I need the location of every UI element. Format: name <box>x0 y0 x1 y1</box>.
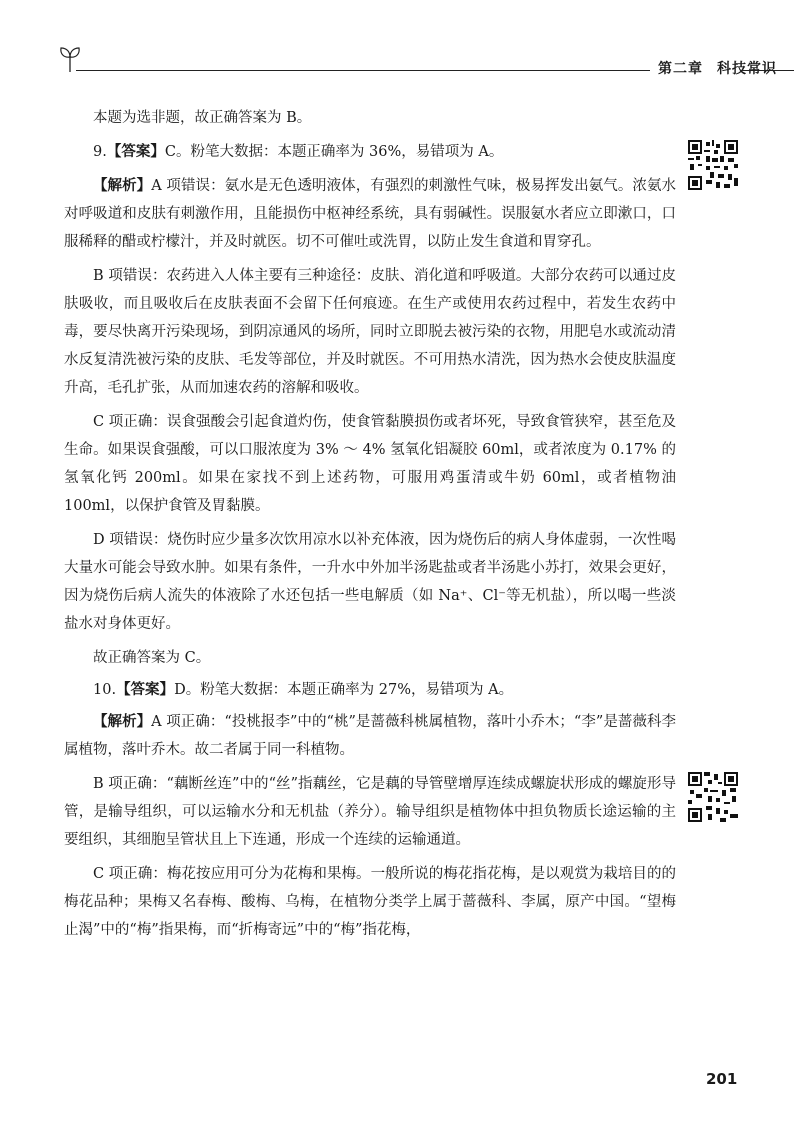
analysis-tag: 【解析】 <box>93 178 152 194</box>
header-rule-right <box>740 70 794 71</box>
qr-code-icon[interactable] <box>688 140 738 190</box>
analysis-text: A 项正确：“投桃报李”中的“桃”是蔷薇科桃属植物，落叶小乔木；“李”是蔷薇科李属植物，落叶乔木。故二者属于同一科植物。 <box>64 714 676 758</box>
chapter-section: 科技常识 <box>717 61 777 77</box>
chapter-title <box>658 58 777 78</box>
page-number: 201 <box>706 1070 738 1088</box>
question-number: 9. <box>93 144 107 160</box>
question-number: 10. <box>93 682 117 698</box>
page-body <box>64 104 676 950</box>
qr-code-icon[interactable] <box>688 772 738 822</box>
paragraph: D 项错误：烧伤时应少量多次饮用凉水以补充体液，因为烧伤后的病人身体虚弱，一次性喝大量水可能会导致水肿。如果有条件，一升水中外加半汤匙盐或者半汤匙小苏打，效果会更好，因为烧伤后病人流失的体液除了水还包括一些电解质（如 Na⁺、Cl⁻等无机盐），所以喝一些淡盐水对身体更好。 <box>64 532 676 632</box>
answer-tag: 【答案】 <box>116 682 175 698</box>
analysis-tag: 【解析】 <box>93 714 152 730</box>
analysis-paragraph-q10 <box>64 708 676 764</box>
paragraph: C 项正确：梅花按应用可分为花梅和果梅。一般所说的梅花指花梅，是以观赏为栽培目的的梅花品种；果梅又名春梅、酸梅、乌梅，在植物分类学上属于蔷薇科、李属，原产中国。“望梅止渴”中的“梅”指果梅，而“折梅寄远”中的“梅”指花梅， <box>64 866 676 938</box>
header-rule-left <box>76 70 650 71</box>
page-header <box>58 44 794 84</box>
answer-line-q9 <box>64 138 676 166</box>
answer-text: D。粉笔大数据：本题正确率为 27%，易错项为 A。 <box>174 682 514 698</box>
chapter-number: 第二章 <box>658 61 703 77</box>
answer-line-q10 <box>64 676 676 704</box>
answer-tag: 【答案】 <box>106 144 165 160</box>
paragraph: 故正确答案为 C。 <box>93 650 211 666</box>
analysis-text: A 项错误：氨水是无色透明液体，有强烈的刺激性气味，极易挥发出氨气。浓氨水对呼吸道和皮肤有刺激作用，且能损伤中枢神经系统，具有弱碱性。误服氨水者应立即漱口，口服稀释的醋或柠檬汁，并及时就医。切不可催吐或洗胃，以防止发生食道和胃穿孔。 <box>64 178 677 250</box>
paragraph: 本题为选非题，故正确答案为 B。 <box>93 110 312 126</box>
paragraph: C 项正确：误食强酸会引起食道灼伤，使食管黏膜损伤或者坏死，导致食管狭窄，甚至危及生命。如果误食强酸，可以口服浓度为 3% ～ 4% 氢氧化铝凝胶 60ml，或者浓度为 0.17% 的氢氧化钙 200ml。如果在家找不到上述药物，可服用鸡蛋清或牛奶 60ml，或者植物油 100ml，以保护食管及胃黏膜。 <box>64 414 676 514</box>
paragraph: B 项正确：“藕断丝连”中的“丝”指藕丝，它是藕的导管壁增厚连续成螺旋状形成的螺旋形导管，是输导组织，可以运输水分和无机盐（养分）。输导组织是植物体中担负物质长途运输的主要组织，其细胞呈管状且上下连通，形成一个连续的运输通道。 <box>64 776 676 848</box>
answer-text: C。粉笔大数据：本题正确率为 36%，易错项为 A。 <box>164 144 504 160</box>
analysis-paragraph-q9 <box>64 172 676 256</box>
paragraph: B 项错误：农药进入人体主要有三种途径：皮肤、消化道和呼吸道。大部分农药可以通过皮肤吸收，而且吸收后在皮肤表面不会留下任何痕迹。在生产或使用农药过程中，若发生农药中毒，要尽快离开污染现场，到阴凉通风的场所，同时立即脱去被污染的衣物，用肥皂水或流动清水反复清洗被污染的皮肤、毛发等部位，并及时就医。不可用热水清洗，因为热水会使皮肤温度升高，毛孔扩张，从而加速农药的溶解和吸收。 <box>64 268 676 396</box>
